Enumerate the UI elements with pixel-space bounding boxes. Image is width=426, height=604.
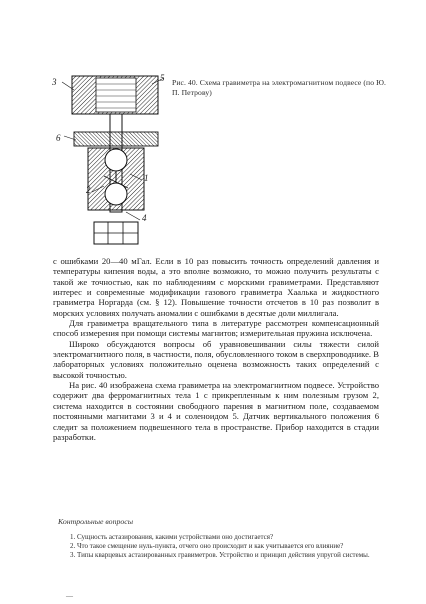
question-1: 1. Сущность астазирования, какими устройствами оно достигается? xyxy=(70,533,274,541)
question-2: 2. Что такое смещение нуль-пункта, отчего оно происходит и как учитывается его влияние? xyxy=(70,541,344,550)
figure-label-1: 1 xyxy=(144,173,149,183)
figure-label-3: 3 xyxy=(52,77,57,87)
figure-label-5: 5 xyxy=(160,73,165,83)
question-3: 3. Типы кварцевых астазированных гравиметров. Устройство и принцип действия упругой системы. xyxy=(70,550,370,559)
questions-heading: Контрольные вопросы xyxy=(58,517,134,526)
gravimeter-figure xyxy=(52,70,170,250)
paragraph-4: На рис. 40 изображена схема гравиметра на электромагнитном подвесе. Устройство содержит два ферромагнитных тела 1 с прикрепленным к ним полезным грузом 2, система находится в состоянии свободного парения в магнитном поле, создаваемом постоянными магнитами 3 и 4 и соленоидом 5. Датчик вертикального положения 6 следит за положением подвешенного тела в пространстве. Прибор находится в стадии разработки. xyxy=(53,380,379,442)
paragraph-1: с ошибками 20—40 мГал. Если в 10 раз повысить точность определений давления и температуры кипения воды, а это вполне возможно, то можно получить результаты с такой же точностью, как по наблюдениям с морскими гравиметрами. Представляют интерес и современные модификации газового гравиметра Хаалька и жидкостного гравиметра Норгарда (см. § 12). Повышение точности отсчетов в 10 раз позволит в морских условиях получать аномалии с ошибками в десятые доли миллигала. xyxy=(53,256,379,318)
paragraph-3: Широко обсуждаются вопросы об уравновешивании силы тяжести силой электромагнитного поля, в частности, поля, обусловленного током в сверхпроводнике. В лабораторных условиях положительно оценена возможность таких определений с высокой точностью. xyxy=(53,338,379,380)
figure-label-2: 2 xyxy=(86,185,91,195)
gravimeter-scheme-drawing xyxy=(52,70,170,250)
questions-list xyxy=(58,533,378,560)
figure-label-4: 4 xyxy=(142,213,147,223)
figure-caption: Рис. 40. Схема гравиметра на электромагнитном подвесе (по Ю. П. Петрову) xyxy=(172,78,386,97)
body-text xyxy=(53,256,379,442)
page-mark: — xyxy=(66,592,73,600)
paragraph-2: Для гравиметра вращательного типа в литературе рассмотрен компенсационный способ измерения при помощи системы магнитов; измерительная пружина исключена. xyxy=(53,318,379,339)
figure-label-6: 6 xyxy=(56,133,61,143)
